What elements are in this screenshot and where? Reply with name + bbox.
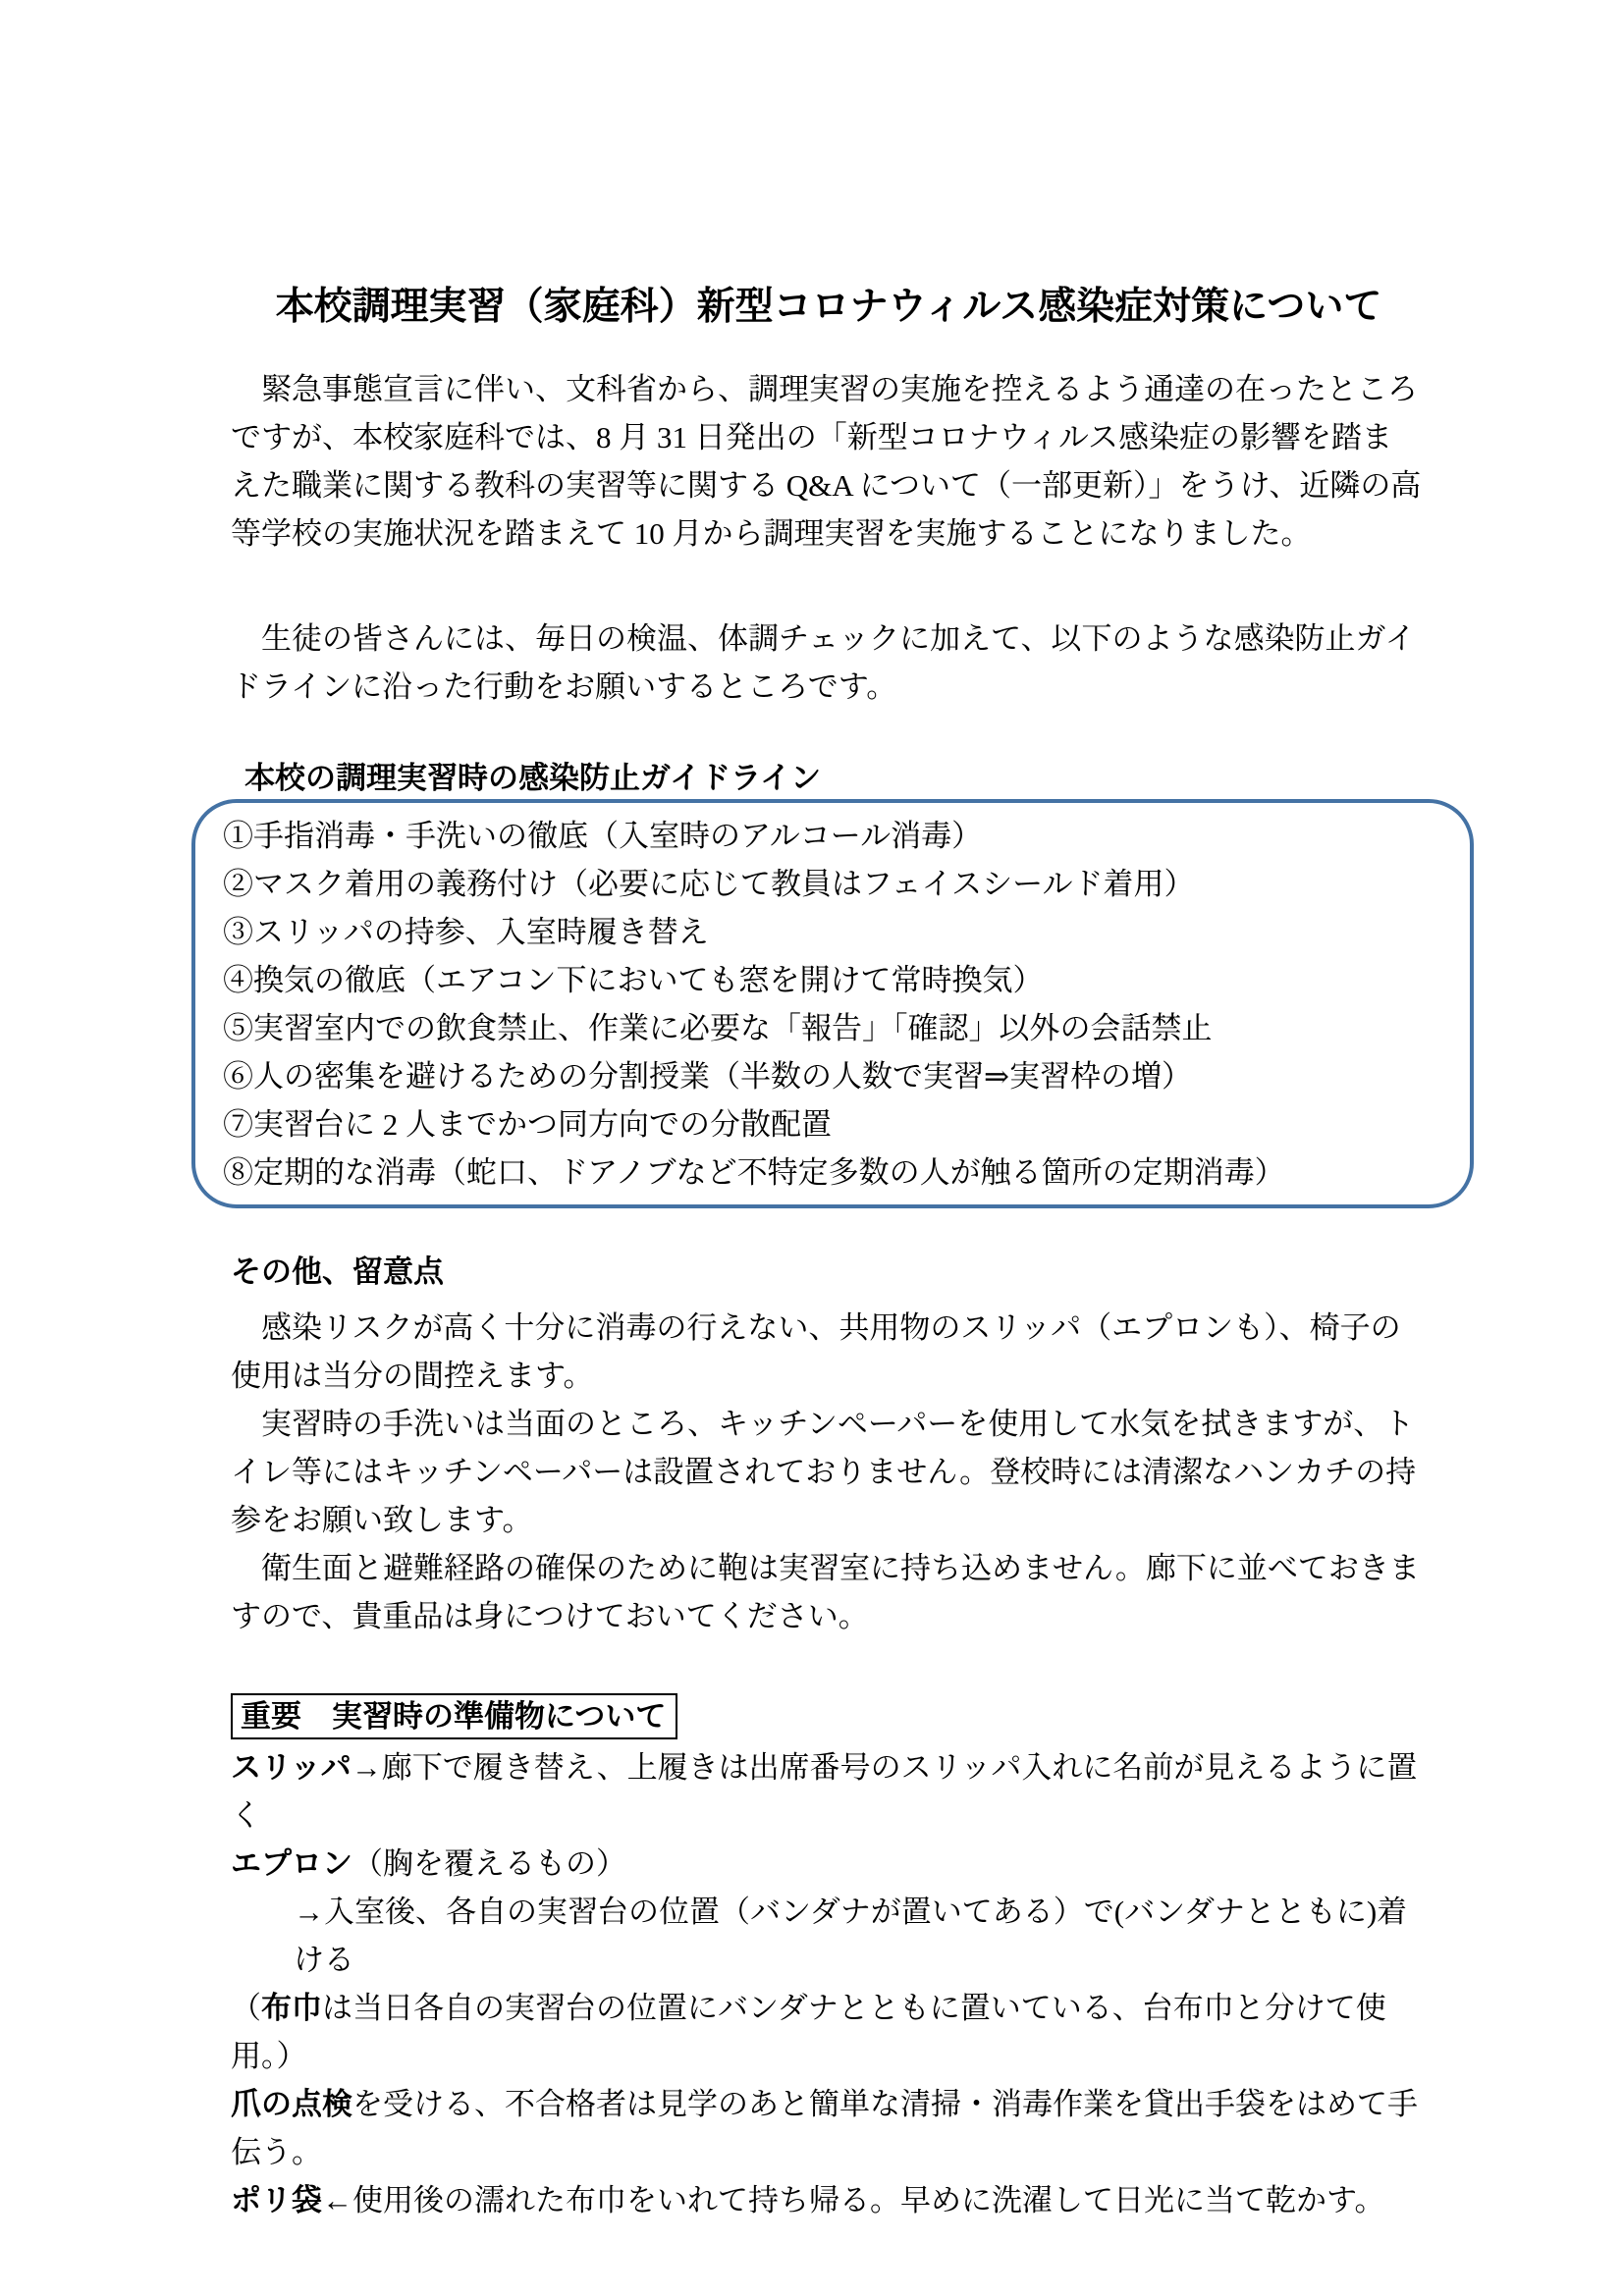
preparation-section [231, 1743, 1427, 2224]
notes-heading: その他、留意点 [231, 1255, 444, 1289]
intro-line: ですが、本校家庭科では、8 月 31 日発出の「新型コロナウィルス感染症の影響を踏ま [231, 420, 1392, 454]
intro-line: ドラインに沿った行動をお願いするところです。 [231, 669, 897, 704]
prep-line [231, 1984, 1427, 2080]
paragraph [231, 365, 1427, 558]
prep-item-text: →廊下で履き替え、上履きは出席番号のスリッパ入れに名前が見えるように置く [231, 1750, 1418, 1833]
notes-line: 使用は当分の間控えます。 [231, 1359, 594, 1393]
prep-item-label: ポリ袋 [231, 2183, 322, 2217]
prep-line [231, 1743, 1427, 1840]
intro-line: 等学校の実施状況を踏まえて 10 月から調理実習を実施することになりました。 [231, 516, 1312, 551]
prep-line [231, 2176, 1427, 2224]
page-title: 本校調理実習（家庭科）新型コロナウィルス感染症対策について [275, 286, 1382, 328]
notes-line: 実習時の手洗いは当面のところ、キッチンペーパーを使用して水気を拭きますが、ト [261, 1407, 1415, 1441]
prep-item-text: を受ける、不合格者は見学のあと簡単な清掃・消毒作業を貸出手袋をはめて手伝う。 [231, 2087, 1418, 2169]
notes-section [231, 1304, 1427, 1640]
intro-section [231, 365, 1427, 711]
prep-item-label: 爪の点検 [231, 2087, 352, 2121]
prep-item-label: 布巾 [261, 1991, 322, 2025]
notes-line: 参をお願い致します。 [231, 1503, 533, 1537]
guidelines-box [191, 799, 1474, 1208]
paragraph [231, 1304, 1427, 1400]
notes-line: すので、貴重品は身につけておいてください。 [231, 1599, 869, 1633]
intro-line: 緊急事態宣言に伴い、文科省から、調理実習の実施を控えるよう通達の在ったところ [261, 372, 1418, 406]
prep-line [231, 1888, 1427, 1984]
paragraph [231, 614, 1427, 711]
paragraph [231, 1544, 1427, 1640]
notes-line: イレ等にはキッチンペーパーは設置されておりません。登校時には清潔なハンカチの持 [231, 1455, 1417, 1489]
guideline-item: ②マスク着用の義務付け（必要に応じて教員はフェイスシールド着用） [223, 867, 1195, 901]
notes-line: 感染リスクが高く十分に消毒の行えない、共用物のスリッパ（エプロンも）、椅子の [261, 1310, 1401, 1345]
prep-item-text: ←使用後の濡れた布巾をいれて持ち帰る。早めに洗濯して日光に当て乾かす。 [322, 2183, 1385, 2217]
notes-line: 衛生面と避難経路の確保のために鞄は実習室に持ち込めません。廊下に並べておきま [261, 1551, 1420, 1585]
prep-item-text: （胸を覆えるもの） [352, 1846, 626, 1881]
prep-item-text: →入室後、各自の実習台の位置（バンダナが置いてある）で(バンダナとともに)着ける [294, 1895, 1408, 1977]
intro-line: 生徒の皆さんには、毎日の検温、体調チェックに加えて、以下のような感染防止ガイ [261, 621, 1416, 656]
prep-line [231, 1840, 1427, 1888]
prep-line [231, 2080, 1427, 2176]
guideline-item: ⑦実習台に 2 人までかつ同方向での分散配置 [223, 1107, 832, 1142]
guidelines-heading: 本校の調理実習時の感染防止ガイドライン [244, 761, 822, 795]
paragraph [231, 1400, 1427, 1544]
guideline-item: ⑧定期的な消毒（蛇口、ドアノブなど不特定多数の人が触る箇所の定期消毒） [223, 1155, 1285, 1190]
important-heading-wrap [231, 1693, 1427, 1739]
important-heading-box: 重要 実習時の準備物について [231, 1693, 677, 1739]
prep-item-label: スリッパ [231, 1750, 352, 1785]
guideline-item: ⑥人の密集を避けるための分割授業（半数の人数で実習⇒実習枠の増） [223, 1059, 1192, 1094]
guideline-item: ⑤実習室内での飲食禁止、作業に必要な「報告」「確認」以外の会話禁止 [223, 1011, 1213, 1045]
guideline-item: ④換気の徹底（エアコン下においても窓を開けて常時換気） [223, 963, 1044, 997]
prep-item-label: エプロン [231, 1846, 352, 1881]
guideline-item: ①手指消毒・手洗いの徹底（入室時のアルコール消毒） [223, 819, 983, 853]
prep-item-text: は当日各自の実習台の位置にバンダナとともに置いている、台布巾と分けて使用。） [231, 1991, 1386, 2073]
prep-item-text: （ [231, 1991, 261, 2025]
guideline-item: ③スリッパの持参、入室時履き替え [223, 915, 709, 949]
intro-line: えた職業に関する教科の実習等に関する Q&A について（一部更新）」をうけ、近隣の高 [231, 468, 1422, 503]
